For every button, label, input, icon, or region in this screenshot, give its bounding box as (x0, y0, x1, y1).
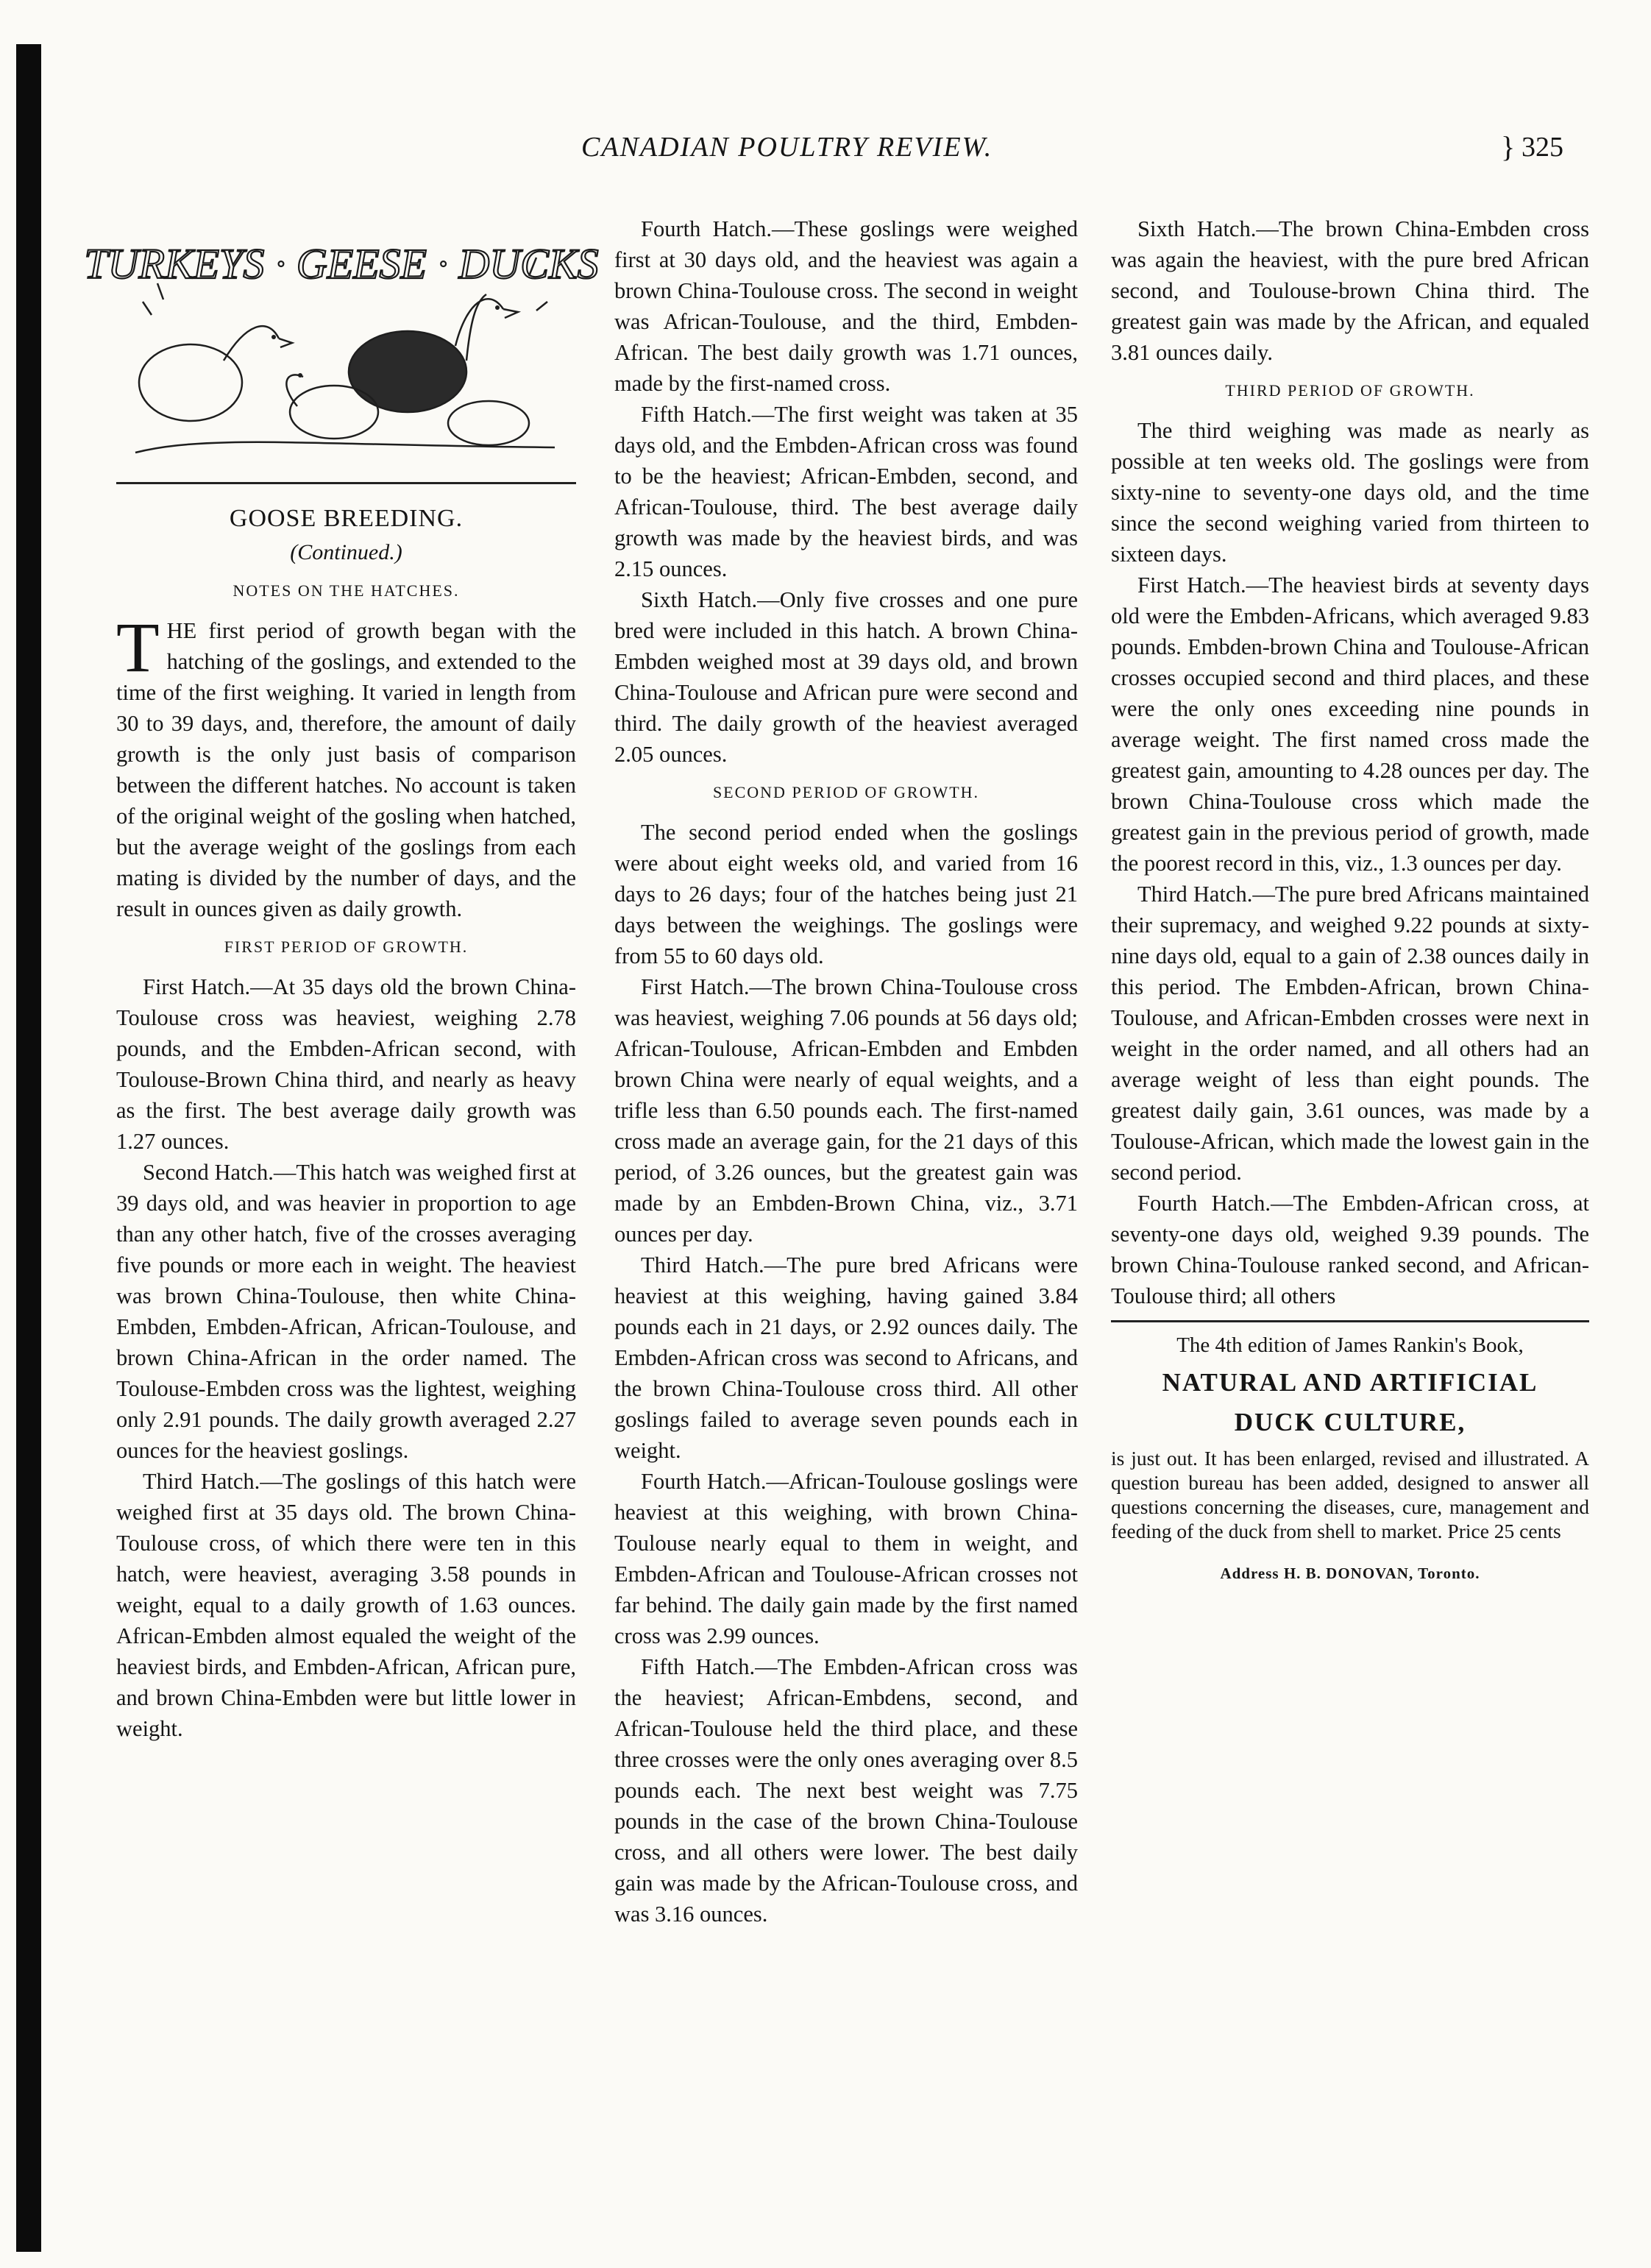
page-mark: } (1501, 130, 1516, 163)
turkeys-geese-ducks-banner (84, 213, 599, 464)
paragraph-sixth-hatch-2: Sixth Hatch.—The brown China-Embden cross was again the heaviest, with the pure bred African second, and Toulouse-brown China third. The greatest gain was made by the African, and equaled 3.81 ounces daily. (1111, 216, 1589, 365)
continued-note: (Continued.) (290, 540, 402, 564)
paragraph-second-hatch-1: Second Hatch.—This hatch was weighed first at 39 days old, and was heavier in proportion to age than any other hatch, five of the crosses averaging five pounds or more each in weight. The heaviest was brown China-Toulouse, then white China-Embden, Embden-African, African-Toulouse, and brown China-African in the order named. The Toulouse-Embden cross was the lightest, weighing only 2.91 pounds. The daily growth averaged 2.27 ounces for the heaviest goslings. (116, 1160, 576, 1463)
advert-address: Address H. B. DONOVAN, Toronto. (1220, 1564, 1480, 1582)
advert-rule (1111, 1320, 1589, 1322)
banner-lettering: TURKEYS · GEESE · DUCKS (84, 240, 599, 288)
paragraph-second-period-intro: The second period ended when the goslings were about eight weeks old, and varied from 16 days to 26 days; four of the hatches being just 21 days between the weighings. The goslings were from 55 to 60 days old. (614, 820, 1078, 968)
advert-edition-line: The 4th edition of James Rankin's Book, (1176, 1333, 1524, 1357)
paragraph-third-hatch-2: Third Hatch.—The pure bred Africans were heaviest at this weighing, having gained 3.84 pounds each in 21 days, or 2.92 ounces daily. The Embden-African cross was second to Africans, and the brown China-Toulouse cross third. All other goslings failed to average seven pounds each in weight. (614, 1252, 1078, 1463)
notes-heading: NOTES ON THE HATCHES. (232, 581, 460, 600)
paragraph-third-period-intro: The third weighing was made as nearly as possible at ten weeks old. The goslings were from sixty-nine to seventy-one days old, and the time since the second weighing varied from thirteen to sixteen days. (1111, 418, 1589, 567)
paragraph-first-hatch-2: First Hatch.—The brown China-Toulouse cross was heaviest, weighing 7.06 pounds at 56 days old; African-Toulouse, African-Embden and Embden brown China were nearly of equal weights, and a trifle less than 6.50 pounds each. The first-named cross made an average gain, for the 21 days of this period, of 3.26 ounces, but the greatest gain was made by an Embden-Brown China, viz., 3.71 ounces per day. (614, 974, 1078, 1247)
paragraph-sixth-hatch-1: Sixth Hatch.—Only five crosses and one pure bred were included in this hatch. A brown China-Embden weighed most at 39 days old, and brown China-Toulouse and African pure were second and third. The daily growth of the heaviest averaged 2.05 ounces. (614, 587, 1078, 767)
paragraph-fifth-hatch-2: Fifth Hatch.—The Embden-African cross was the heaviest; African-Embdens, second, and African-Toulouse held the third place, and these three crosses were the only ones averaging over 8.5 pounds each. The next best weight was 7.75 pounds in the case of the brown China-Toulouse cross, and all others were lower. The best daily gain was made by the African-Toulouse cross, and was 3.16 ounces. (614, 1654, 1078, 1927)
column-1 (84, 213, 599, 1744)
third-period-heading: THIRD PERIOD OF GROWTH. (1225, 381, 1475, 400)
first-period-heading: FIRST PERIOD OF GROWTH. (224, 938, 469, 956)
advert-book-title-2: DUCK CULTURE, (1234, 1408, 1466, 1436)
paragraph-first-hatch-1: First Hatch.—At 35 days old the brown China-Toulouse cross was heaviest, weighing 2.78 pounds, and the Embden-African second, with Toulouse-Brown China third, and nearly as heavy as the first. The best average daily growth was 1.27 ounces. (116, 974, 576, 1154)
intro-text: HE first period of growth began with the hatching of the goslings, and extended to the time of the first weighing. It varied in length from 30 to 39 days, and, therefore, the amount of daily growth is the only just basis of comparison between the different hatches. No account is taken of the original weight of the gosling when hatched, but the average weight of the goslings from each mating is divided by the number of days, and the result in ounces given as daily growth. (116, 618, 576, 921)
running-title: CANADIAN POULTRY REVIEW. (581, 132, 993, 163)
paragraph-fourth-hatch-2: Fourth Hatch.—African-Toulouse goslings were heaviest at this weighing, with brown China-Toulouse nearly equal to them in weight, and Embden-African and Toulouse-African crosses not far behind. The daily gain made by the first named cross was 2.99 ounces. (614, 1469, 1078, 1648)
advert-book-title-1: NATURAL AND ARTIFICIAL (1162, 1368, 1538, 1397)
article-title: GOOSE BREEDING. (229, 505, 464, 532)
paragraph-third-hatch-1: Third Hatch.—The goslings of this hatch were weighed first at 35 days old. The brown China-Toulouse cross, of which there were ten in this hatch, were heaviest, averaging 3.58 pounds in weight, equal to a daily growth of 1.63 ounces. African-Embden almost equaled the weight of the heaviest birds, and Embden-African, African pure, and brown China-Embden were but little lower in weight. (116, 1469, 576, 1741)
column-3 (1111, 213, 1589, 1589)
advertisement (1111, 1330, 1589, 1589)
advert-body: is just out. It has been enlarged, revised and illustrated. A question bureau has been added, designed to answer all questions concerning the diseases, cure, management and feeding of the duck from shell to market. Price 25 cents (1111, 1447, 1589, 1542)
drop-cap: T (116, 608, 160, 687)
paragraph-fourth-hatch-3: Fourth Hatch.—The Embden-African cross, at seventy-one days old, weighed 9.39 pounds. The brown China-Toulouse ranked second, and African-Toulouse third; all others (1111, 1191, 1589, 1308)
binding-edge (16, 44, 41, 2252)
paragraph-third-hatch-3: Third Hatch.—The pure bred Africans maintained their supremacy, and weighed 9.22 pounds at sixty-nine days old, equal to a gain of 2.38 ounces daily in this period. The Embden-African, brown China-Toulouse, and African-Embden crosses were next in weight in the order named, and all others had an average weight of less than eight pounds. The greatest daily gain, 3.61 ounces, was made by a Toulouse-African, which made the lowest gain in the second period. (1111, 882, 1589, 1185)
intro-paragraph (116, 608, 576, 924)
page-number: 325 (1522, 132, 1563, 163)
column-2 (614, 213, 1078, 1929)
paragraph-first-hatch-3: First Hatch.—The heaviest birds at seventy days old were the Embden-Africans, which averaged 9.83 pounds. Embden-brown China and Toulouse-African crosses occupied second and third places, and these were the only ones exceeding nine pounds in average weight. The first named cross made the greatest gain, amounting to 4.28 ounces per day. The brown China-Toulouse cross which made the greatest gain in the previous period of growth, made the poorest record in this, viz., 1.3 ounces per day. (1111, 573, 1589, 876)
banner-rule (116, 482, 576, 484)
second-period-heading: SECOND PERIOD OF GROWTH. (712, 783, 980, 801)
paragraph-fifth-hatch-1: Fifth Hatch.—The first weight was taken at 35 days old, and the Embden-African cross was found to be the heaviest; African-Embden, second, and African-Toulouse, third. The best average daily growth was made by the heaviest birds, and was 2.15 ounces. (614, 402, 1078, 581)
paragraph-fourth-hatch-1: Fourth Hatch.—These goslings were weighed first at 30 days old, and the heaviest was again a brown China-Toulouse cross. The second in weight was African-Toulouse, and the third, Embden-African. The best daily growth was 1.71 ounces, made by the first-named cross. (614, 216, 1078, 396)
